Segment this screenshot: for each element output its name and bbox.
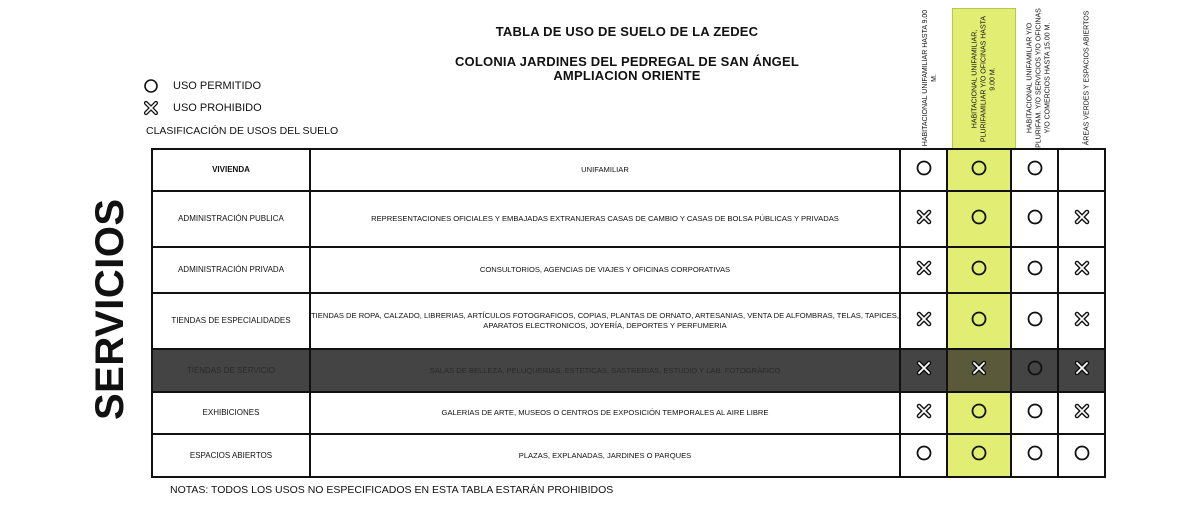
cross-icon	[915, 402, 933, 420]
circle-icon	[970, 208, 988, 226]
use-cell-col-1	[900, 293, 947, 349]
row-description: UNIFAMILIAR	[310, 149, 900, 191]
use-cell-col-2	[947, 434, 1011, 477]
cross-icon	[915, 208, 933, 226]
use-cell-col-1	[900, 247, 947, 293]
column-header-3-label: HABITACIONAL UNIFAMILIAR Y/O PLURIFAM. Y/O SERVICIOS Y/O OFICINAS Y/O COMERCIOS HASTA 15.00 M.	[1026, 8, 1051, 148]
legend-allowed-label: USO PERMITIDO	[173, 80, 262, 92]
row-description: PLAZAS, EXPLANADAS, JARDINES O PARQUES	[310, 434, 900, 477]
use-cell-col-1	[900, 392, 947, 434]
notes-footer: NOTAS: TODOS LOS USOS NO ESPECIFICADOS EN ESTA TABLA ESTARÁN PROHIBIDOS	[170, 484, 614, 496]
circle-icon	[970, 159, 988, 177]
use-cell-col-1	[900, 434, 947, 477]
column-header-4-label: ÁREAS VERDES Y ESPACIOS ABIERTOS	[1083, 10, 1091, 146]
column-header-4	[1062, 8, 1112, 148]
use-cell-col-2	[947, 149, 1011, 191]
cross-icon	[1073, 208, 1091, 226]
table-row	[152, 349, 1105, 392]
table-row	[152, 392, 1105, 434]
circle-icon	[1026, 359, 1044, 377]
land-use-table	[151, 148, 1106, 478]
section-side-label: SERVICIOS	[88, 198, 132, 420]
table-row	[152, 434, 1105, 477]
use-cell-col-2	[947, 349, 1011, 392]
table-row	[152, 191, 1105, 247]
document-subtitle-line2: AMPLIACION ORIENTE	[553, 68, 701, 83]
classification-label: CLASIFICACIÓN DE USOS DEL SUELO	[146, 125, 339, 137]
use-cell-col-1	[900, 191, 947, 247]
use-cell-col-2	[947, 392, 1011, 434]
legend-prohibited-label: USO PROHIBIDO	[173, 102, 262, 114]
use-cell-col-3	[1011, 349, 1058, 392]
row-category: EXHIBICIONES	[152, 392, 310, 434]
use-cell-col-4	[1058, 349, 1105, 392]
circle-icon	[970, 259, 988, 277]
use-cell-col-4	[1058, 149, 1105, 191]
use-cell-col-3	[1011, 293, 1058, 349]
row-description: GALERIAS DE ARTE, MUSEOS O CENTROS DE EXPOSICIÓN TEMPORALES AL AIRE LIBRE	[310, 392, 900, 434]
use-cell-col-2	[947, 247, 1011, 293]
column-header-3	[1016, 8, 1061, 148]
row-category: TIENDAS DE ESPECIALIDADES	[152, 293, 310, 349]
table-row	[152, 247, 1105, 293]
use-cell-col-3	[1011, 191, 1058, 247]
row-category: ESPACIOS ABIERTOS	[152, 434, 310, 477]
circle-icon	[970, 310, 988, 328]
use-cell-col-2	[947, 293, 1011, 349]
row-description: TIENDAS DE ROPA, CALZADO, LIBRERIAS, ARTÍCULOS FOTOGRAFICOS, COPIAS, PLANTAS DE ORNATO, ARTESANIAS, VENTA DE ALFOMBRAS, TELAS, TAPICES, APARATOS ELECTRONICOS, JOYERÍA, DEPORTES Y PERFUMERIA	[310, 293, 900, 349]
cross-icon	[1073, 402, 1091, 420]
use-cell-col-3	[1011, 247, 1058, 293]
use-cell-col-1	[900, 349, 947, 392]
cross-icon	[143, 100, 159, 116]
use-cell-col-2	[947, 191, 1011, 247]
circle-icon	[1026, 159, 1044, 177]
use-cell-col-4	[1058, 392, 1105, 434]
use-cell-col-3	[1011, 434, 1058, 477]
circle-icon	[1026, 402, 1044, 420]
circle-icon	[915, 444, 933, 462]
use-cell-col-4	[1058, 247, 1105, 293]
column-header-2	[952, 8, 1016, 150]
use-cell-col-4	[1058, 191, 1105, 247]
use-cell-col-3	[1011, 392, 1058, 434]
circle-icon	[1026, 208, 1044, 226]
row-category: VIVIENDA	[152, 149, 310, 191]
circle-icon	[970, 444, 988, 462]
circle-icon	[1026, 444, 1044, 462]
row-description: CONSULTORIOS, AGENCIAS DE VIAJES Y OFICINAS CORPORATIVAS	[310, 247, 900, 293]
column-header-1	[907, 8, 952, 148]
use-cell-col-4	[1058, 434, 1105, 477]
column-header-2-label: HABITACIONAL UNIFAMILIAR, PLURIFAMILIAR Y/O OFICINAS HASTA 9.00 M.	[971, 15, 997, 143]
row-description: SALAS DE BELLEZA, PELUQUERIAS, ESTETICAS, SASTRERIAS, ESTUDIO Y LAB. FOTOGRÁFICO	[310, 349, 900, 392]
cross-icon	[970, 359, 988, 377]
row-category: ADMINISTRACIÓN PRIVADA	[152, 247, 310, 293]
cross-icon	[1073, 259, 1091, 277]
circle-icon	[143, 78, 159, 94]
cross-icon	[1073, 359, 1091, 377]
column-header-1-label: HABITACIONAL UNIFAMILIAR HASTA 9.00 M.	[921, 9, 938, 147]
row-category: TIENDAS DE SERVICIO	[152, 349, 310, 392]
circle-icon	[1026, 310, 1044, 328]
table-row	[152, 293, 1105, 349]
cross-icon	[915, 310, 933, 328]
legend-prohibited	[143, 100, 262, 116]
circle-icon	[1073, 444, 1091, 462]
use-cell-col-4	[1058, 293, 1105, 349]
cross-icon	[915, 359, 933, 377]
row-description: REPRESENTACIONES OFICIALES Y EMBAJADAS EXTRANJERAS CASAS DE CAMBIO Y CASAS DE BOLSA PÚBLICAS Y PRIVADAS	[310, 191, 900, 247]
document-title: TABLA DE USO DE SUELO DE LA ZEDEC	[495, 24, 759, 39]
circle-icon	[1026, 259, 1044, 277]
circle-icon	[970, 402, 988, 420]
circle-icon	[915, 159, 933, 177]
use-cell-col-3	[1011, 149, 1058, 191]
document-subtitle-line1: COLONIA JARDINES DEL PEDREGAL DE SAN ÁNGEL	[454, 54, 800, 69]
cross-icon	[915, 259, 933, 277]
row-category: ADMINISTRACIÓN PUBLICA	[152, 191, 310, 247]
cross-icon	[1073, 310, 1091, 328]
legend-allowed	[143, 78, 261, 94]
use-cell-col-1	[900, 149, 947, 191]
table-row	[152, 149, 1105, 191]
